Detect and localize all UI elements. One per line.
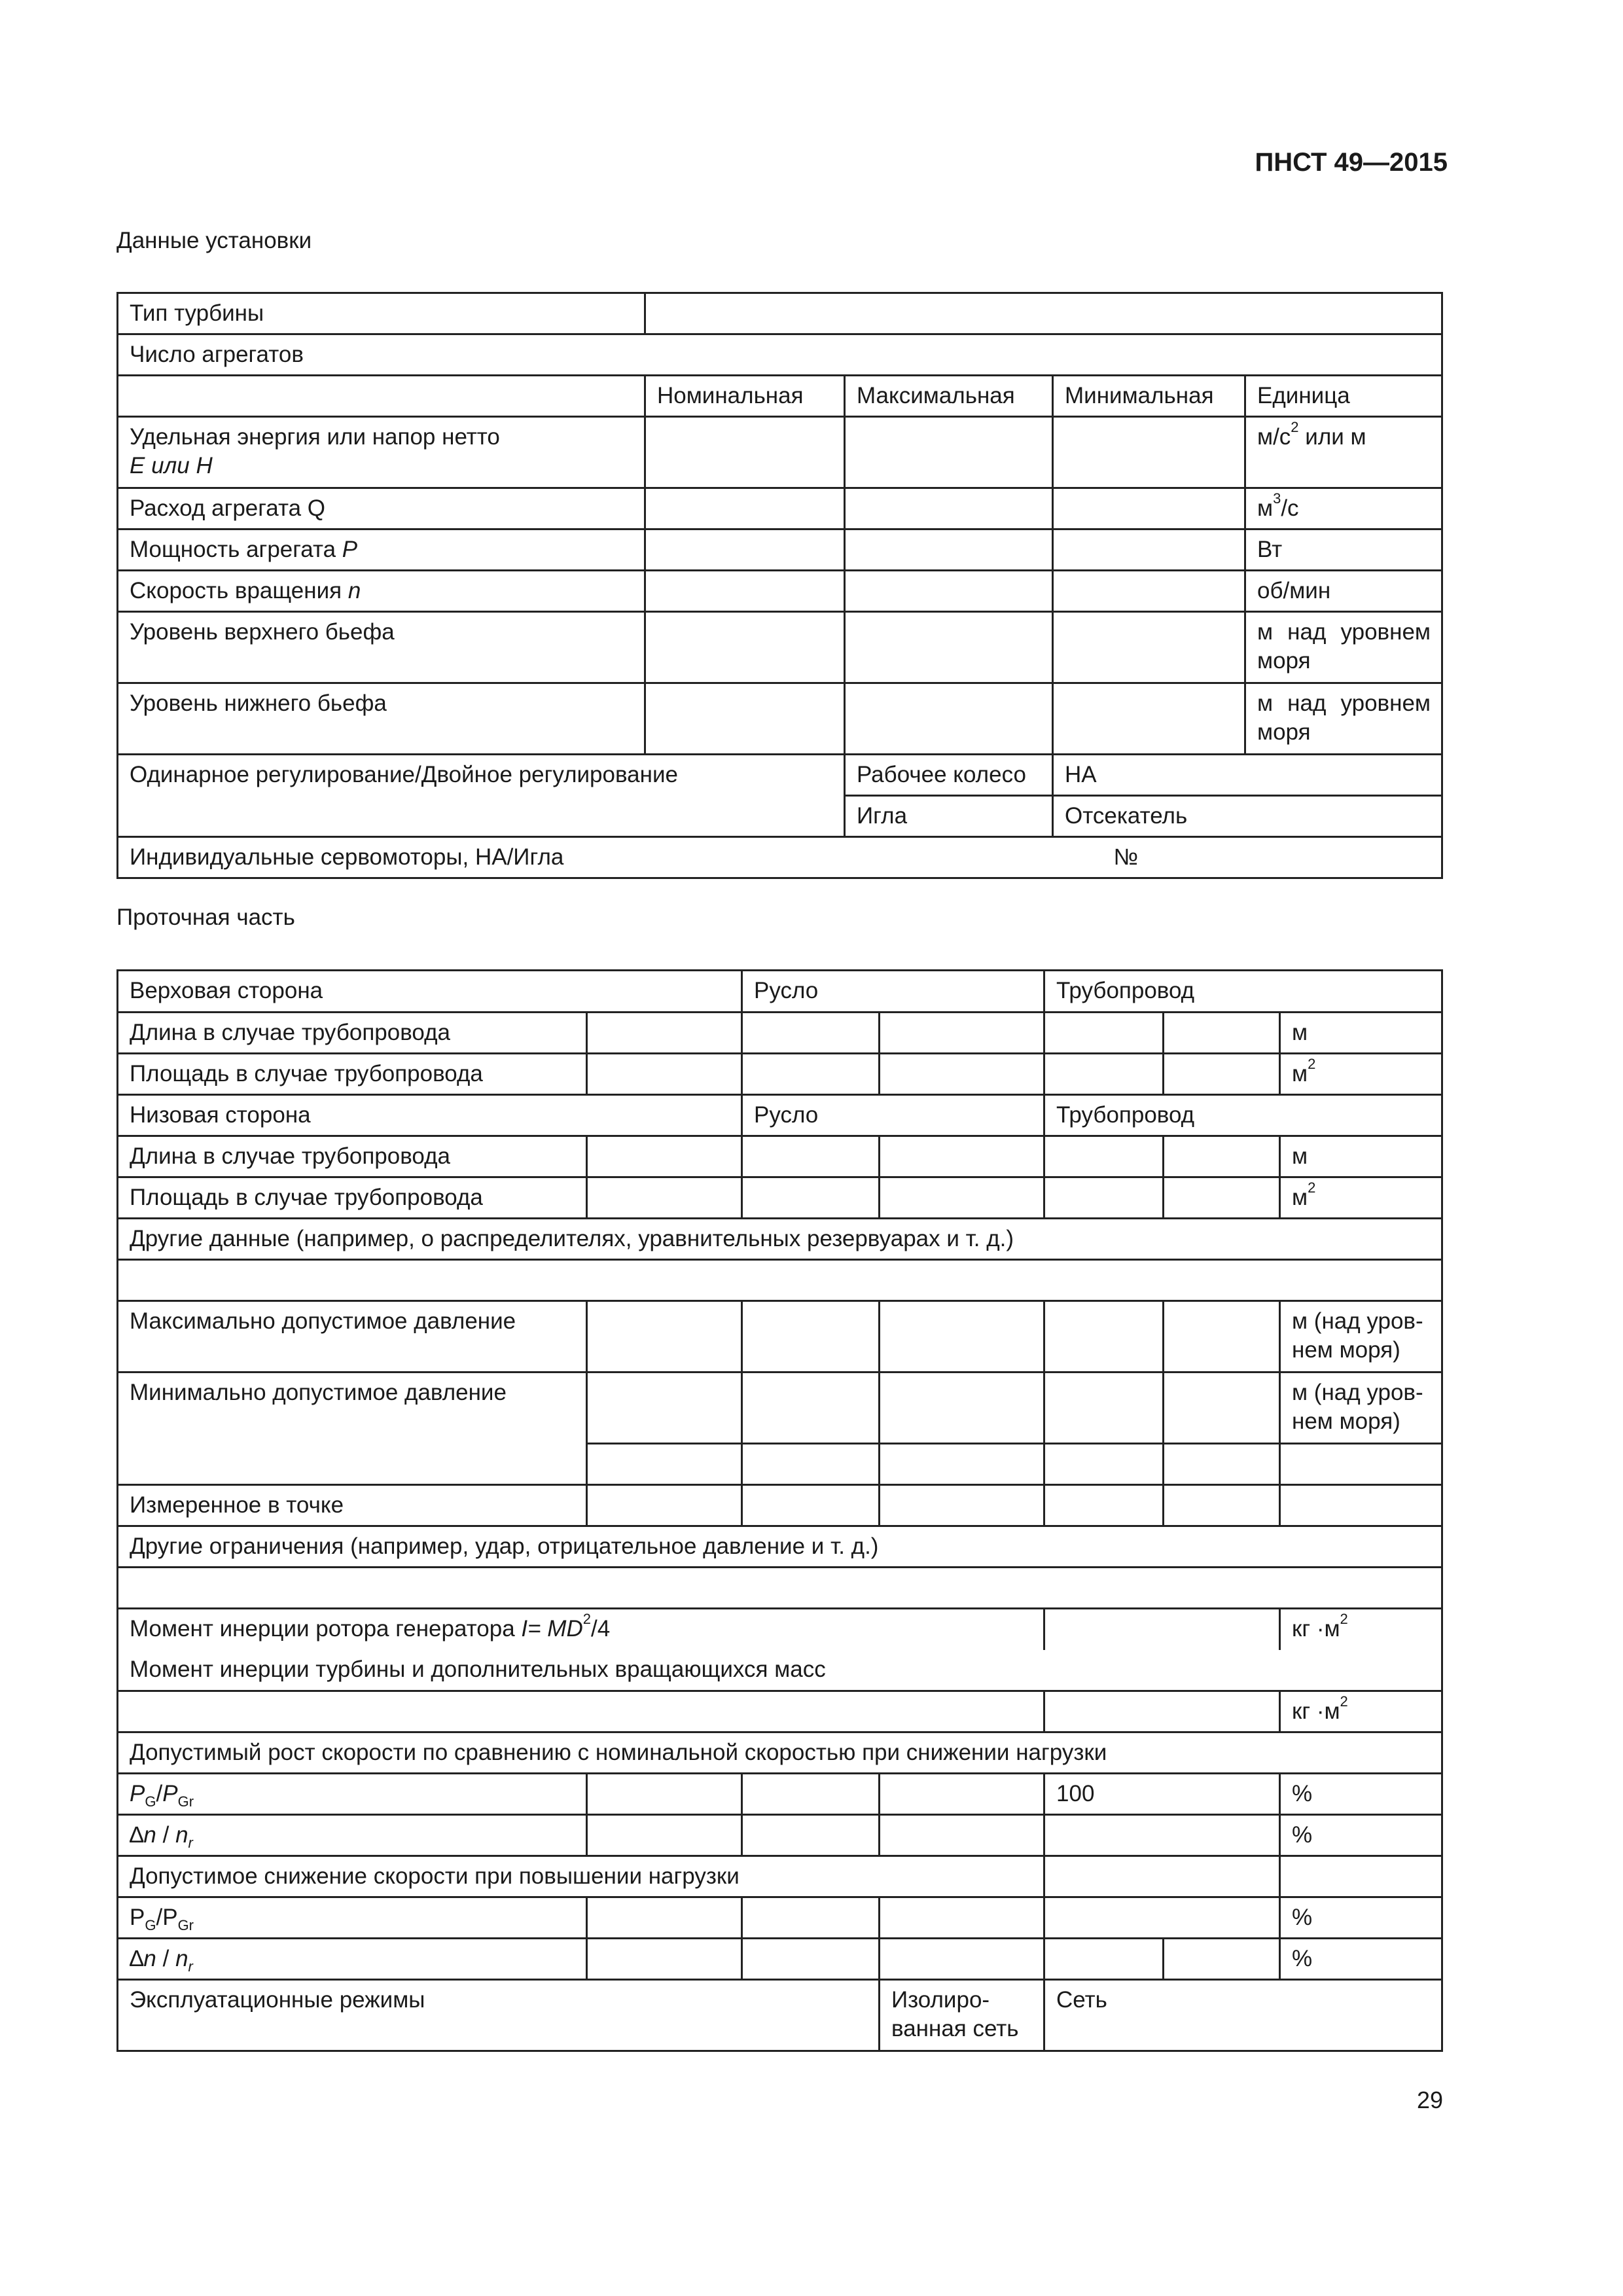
unit-m: м (1280, 1013, 1442, 1054)
percent-unit: % (1280, 1815, 1442, 1856)
isolated-grid-label: Изолиро-ванная сеть (880, 1980, 1044, 2051)
measured-at-label: Измеренное в точке (118, 1485, 587, 1526)
section-title-installation: Данные установки (116, 228, 312, 253)
regulation-blank (118, 796, 845, 837)
upstream-label: Верховая сторона (118, 971, 742, 1013)
runner-label: Рабочее колесо (845, 755, 1053, 796)
lower-level-unit: м над уровнем моря (1245, 683, 1442, 755)
min-pressure-label: Минимально допустимое давление (118, 1372, 587, 1485)
gen-inertia-label: Момент инерции ротора генератора $I= MD^2/4$ (118, 1609, 1044, 1650)
installation-table (116, 292, 1443, 879)
turbine-type-label: Тип турбины (118, 293, 645, 334)
upstream-area-label: Площадь в случае трубопровода (118, 1054, 587, 1095)
dn-ratio-label: $\Delta n / n_r$ (118, 1815, 587, 1856)
col-header-nominal: Номинальная (645, 376, 845, 417)
energy-row-label: Удельная энергия или напор нетто E или H (118, 417, 645, 488)
gen-inertia-value (1044, 1609, 1280, 1650)
deflector-label: Отсекатель (1053, 796, 1442, 837)
flow-unit: $м^3/с$ (1245, 488, 1442, 529)
downstream-pipeline: Трубопровод (1044, 1095, 1442, 1136)
downstream-area-label: Площадь в случае трубопровода (118, 1177, 587, 1219)
downstream-length-label: Длина в случае трубопровода (118, 1136, 587, 1177)
percent-unit: % (1280, 1774, 1442, 1815)
upstream-channel: Русло (742, 971, 1044, 1013)
other-limits-blank (118, 1568, 1442, 1609)
section-title-flow-path: Проточная часть (116, 905, 295, 930)
col-header-unit: Единица (1245, 376, 1442, 417)
energy-unit: $м/с^2$ или м (1245, 417, 1442, 488)
lower-level-label: Уровень нижнего бьефа (118, 683, 645, 755)
turbine-inertia-value (1044, 1691, 1280, 1732)
max-pressure-unit: м (над уров-нем моря) (1280, 1301, 1442, 1372)
col-header-max: Максимальная (845, 376, 1053, 417)
upper-level-label: Уровень верхнего бьефа (118, 612, 645, 683)
upper-level-unit: м над уровнем моря (1245, 612, 1442, 683)
speed-unit: об/мин (1245, 571, 1442, 612)
needle-label: Игла (845, 796, 1053, 837)
flow-path-table (116, 969, 1443, 2052)
turbine-inertia-label: Момент инерции турбины и дополнительных вращающихся масс (118, 1650, 1442, 1691)
dn-ratio-label-2: $\Delta n / n_r$ (118, 1939, 587, 1980)
regulation-label: Одинарное регулирование/Двойное регулирование (118, 755, 845, 796)
speed-row-label: Скорость вращения n (118, 571, 645, 612)
gen-inertia-unit: кг $\cdot м^2$ (1280, 1609, 1442, 1650)
other-limits-label: Другие ограничения (например, удар, отрицательное давление и т. д.) (118, 1526, 1442, 1568)
power-row-label: Мощность агрегата P (118, 529, 645, 571)
turbine-type-value (645, 293, 1442, 334)
pg-ratio-label: $P_G/P_{Gr}$ (118, 1774, 587, 1815)
flow-row-label: Расход агрегата Q (118, 488, 645, 529)
downstream-channel: Русло (742, 1095, 1044, 1136)
downstream-label: Низовая сторона (118, 1095, 742, 1136)
percent-unit: % (1280, 1939, 1442, 1980)
number-sign: № (1053, 837, 1442, 878)
page-number: 29 (1416, 2087, 1443, 2113)
document-id: ПНСТ 49—2015 (1255, 148, 1448, 177)
servomotors-label: Индивидуальные сервомоторы, НА/Игла (118, 837, 1053, 878)
col-header-min: Минимальная (1053, 376, 1245, 417)
max-pressure-label: Максимально допустимое давление (118, 1301, 587, 1372)
turbine-inertia-unit: кг $\cdot м^2$ (1280, 1691, 1442, 1732)
unit-m2: $м^2$ (1280, 1054, 1442, 1095)
grid-label: Сеть (1044, 1980, 1442, 2051)
percent-unit: % (1280, 1897, 1442, 1939)
other-data-label: Другие данные (например, о распределителях, уравнительных резервуарах и т. д.) (118, 1219, 1442, 1260)
pg-ratio-value: 100 (1044, 1774, 1280, 1815)
min-pressure-unit: м (над уров-нем моря) (1280, 1372, 1442, 1444)
upstream-length-label: Длина в случае трубопровода (118, 1013, 587, 1054)
speed-rise-label: Допустимый рост скорости по сравнению с номинальной скоростью при снижении нагрузки (118, 1732, 1442, 1774)
modes-label: Эксплуатационные режимы (118, 1980, 880, 2051)
header-blank (118, 376, 645, 417)
units-count-label: Число агрегатов (118, 334, 1442, 376)
upstream-pipeline: Трубопровод (1044, 971, 1442, 1013)
guide-vane-label: НА (1053, 755, 1442, 796)
unit-m: м (1280, 1136, 1442, 1177)
unit-m2: $м^2$ (1280, 1177, 1442, 1219)
other-data-blank (118, 1260, 1442, 1301)
power-unit: Вт (1245, 529, 1442, 571)
pg-ratio-label-2: $P_G/P_{Gr}$ (118, 1897, 587, 1939)
speed-drop-label: Допустимое снижение скорости при повышении нагрузки (118, 1856, 1044, 1897)
